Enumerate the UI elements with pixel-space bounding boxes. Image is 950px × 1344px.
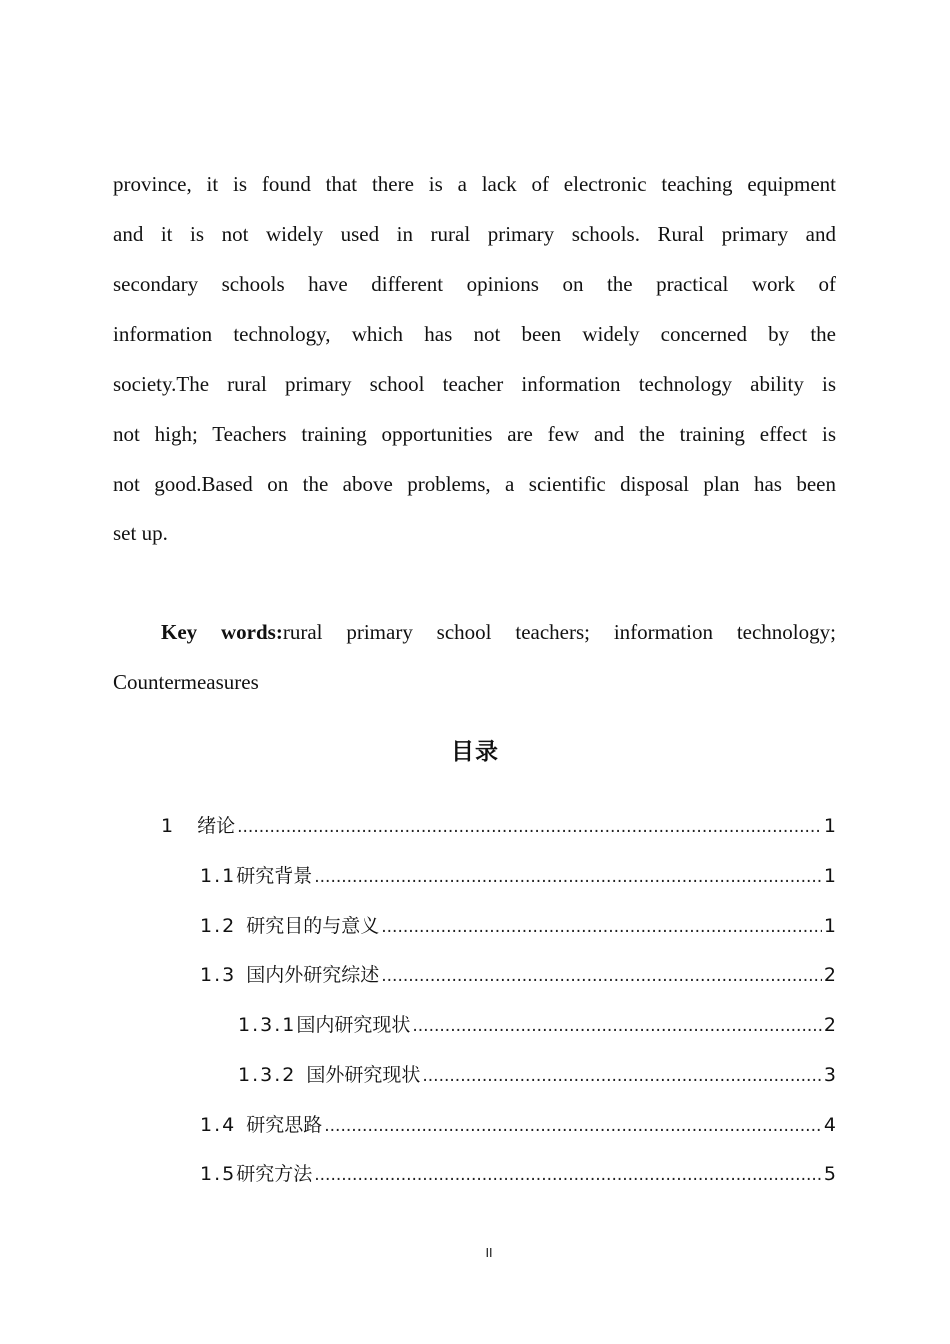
toc-entry[interactable]: [200, 863, 836, 890]
toc-entry[interactable]: [200, 962, 836, 989]
keywords-line: [161, 618, 836, 646]
toc-page-number: 1: [823, 865, 836, 887]
abstract-line: information technology, which has not been widely concerned by the: [113, 322, 836, 346]
toc-entry[interactable]: [200, 913, 836, 940]
toc-entry[interactable]: [200, 1161, 836, 1188]
abstract-line: and it is not widely used in rural primary schools. Rural primary and: [113, 222, 836, 246]
toc-entry-label: 1.1研究背景: [200, 865, 313, 887]
toc-entry-label: 1.3 国内外研究综述: [200, 964, 380, 986]
toc-page-number: 1: [823, 815, 836, 837]
toc-page-number: 5: [823, 1163, 836, 1185]
toc-entry-label: 1.2 研究目的与意义: [200, 915, 380, 937]
keywords-text: rural primary school teachers; information technology;: [282, 620, 836, 644]
toc-page-number: 1: [823, 915, 836, 937]
toc-entry[interactable]: [238, 1012, 836, 1039]
toc-entry-label: 1.3.2 国外研究现状: [238, 1064, 421, 1086]
abstract-line: province, it is found that there is a lack of electronic teaching equipment: [113, 172, 836, 196]
toc-entry-label: 1.4 研究思路: [200, 1114, 323, 1136]
keywords-continuation: Countermeasures: [113, 670, 259, 694]
toc-leader-dots: [381, 914, 822, 940]
abstract-line: society.The rural primary school teacher information technology ability is: [113, 372, 836, 396]
abstract-line: not good.Based on the above problems, a scientific disposal plan has been: [113, 472, 836, 496]
toc-entry[interactable]: [161, 813, 836, 840]
keywords-label: Key words:: [161, 620, 283, 644]
toc-leader-dots: [314, 1162, 822, 1188]
abstract-line: set up.: [113, 521, 168, 545]
toc-entry[interactable]: [238, 1062, 836, 1089]
toc-title: 目录: [451, 739, 499, 765]
toc-page-number: 2: [823, 964, 836, 986]
toc-entry-label: 1 绪论: [161, 815, 236, 837]
toc-page-number: 4: [823, 1114, 836, 1136]
abstract-line: not high; Teachers training opportunities are few and the training effect is: [113, 422, 836, 446]
toc-leader-dots: [381, 963, 822, 989]
toc-leader-dots: [324, 1113, 822, 1139]
toc-page-number: 2: [823, 1014, 836, 1036]
toc-entry-label: 1.3.1国内研究现状: [238, 1014, 411, 1036]
abstract-line: secondary schools have different opinions on the practical work of: [113, 272, 836, 296]
page-number-footer: II: [485, 1246, 493, 1260]
toc-entry[interactable]: [200, 1112, 836, 1139]
toc-entry-label: 1.5研究方法: [200, 1163, 313, 1185]
toc-leader-dots: [422, 1063, 822, 1089]
toc-leader-dots: [237, 814, 822, 840]
toc-leader-dots: [412, 1013, 822, 1039]
toc-leader-dots: [314, 864, 822, 890]
toc-page-number: 3: [823, 1064, 836, 1086]
